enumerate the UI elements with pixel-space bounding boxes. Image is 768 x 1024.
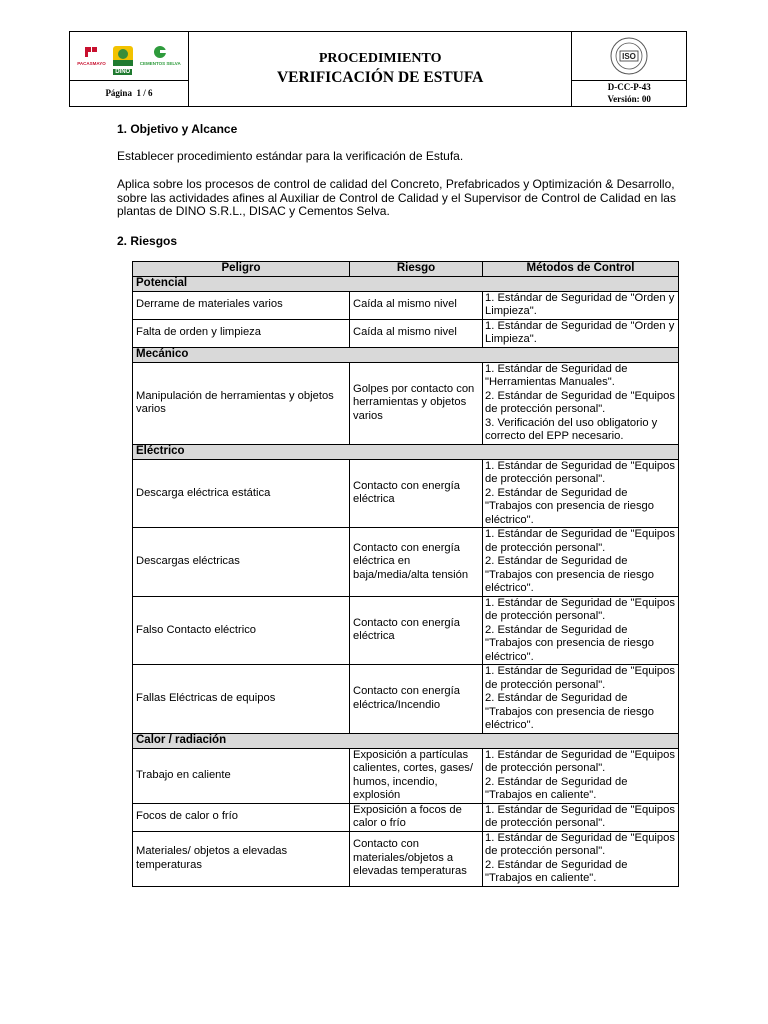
peligro-cell: Fallas Eléctricas de equipos — [133, 665, 350, 734]
peligro-cell: Descargas eléctricas — [133, 528, 350, 597]
control-cell — [483, 665, 679, 734]
logo-text: PACASMAYO — [77, 60, 106, 66]
table-row — [133, 291, 679, 319]
table-row — [133, 748, 679, 803]
table-row — [133, 528, 679, 597]
category-label: Potencial — [133, 276, 679, 291]
control-item: 1. Estándar de Seguridad de "Equipos de protección personal". — [485, 748, 675, 774]
control-item: 1. Estándar de Seguridad de "Orden y Limpieza". — [485, 291, 675, 317]
category-label: Eléctrico — [133, 444, 679, 459]
doc-code: D-CC-P-43 — [607, 82, 651, 93]
control-item: 2. Estándar de Seguridad de "Trabajos con presencia de riesgo eléctrico". — [485, 692, 654, 731]
riesgo-cell: Golpes por contacto con herramientas y objetos varios — [350, 362, 483, 444]
cementos-selva-logo — [140, 45, 181, 66]
category-label: Mecánico — [133, 347, 679, 362]
peligro-cell: Falta de orden y limpieza — [133, 319, 350, 347]
control-cell — [483, 291, 679, 319]
control-item: 1. Estándar de Seguridad de "Orden y Limpieza". — [485, 319, 675, 345]
riesgo-cell: Caída al mismo nivel — [350, 319, 483, 347]
risk-table-body — [133, 276, 679, 886]
control-item: 1. Estándar de Seguridad de "Herramientas Manuales". — [485, 362, 628, 388]
page-number — [70, 80, 189, 106]
col-header-riesgo: Riesgo — [350, 262, 483, 277]
control-cell — [483, 831, 679, 886]
category-row — [133, 444, 679, 459]
iso-text: ISO — [622, 51, 637, 61]
page-value: 1 / 6 — [136, 88, 153, 99]
control-item: 3. Verificación del uso obligatorio y correcto del EPP necesario. — [485, 416, 658, 442]
dino-logo — [112, 45, 134, 75]
control-cell — [483, 803, 679, 831]
riesgo-cell: Contacto con energía eléctrica en baja/media/alta tensión — [350, 528, 483, 597]
control-cell — [483, 596, 679, 665]
category-label: Calor / radiación — [133, 733, 679, 748]
riesgo-cell: Exposición a focos de calor o frío — [350, 803, 483, 831]
logo-text: DINO — [115, 68, 131, 75]
control-item: 1. Estándar de Seguridad de "Equipos de protección personal". — [485, 831, 675, 857]
doc-type: PROCEDIMIENTO — [318, 51, 442, 66]
document-header — [69, 31, 687, 107]
riesgo-cell: Contacto con energía eléctrica/Incendio — [350, 665, 483, 734]
category-row — [133, 733, 679, 748]
section-riesgos-title: 2. Riesgos — [117, 234, 178, 248]
control-item: 2. Estándar de Seguridad de "Equipos de protección personal". — [485, 389, 675, 415]
peligro-cell: Materiales/ objetos a elevadas temperaturas — [133, 831, 350, 886]
control-item: 1. Estándar de Seguridad de "Equipos de protección personal". — [485, 596, 675, 622]
section-objetivo-title: 1. Objetivo y Alcance — [117, 122, 238, 136]
peligro-cell: Focos de calor o frío — [133, 803, 350, 831]
riesgo-cell: Contacto con energía eléctrica — [350, 459, 483, 528]
peligro-cell: Falso Contacto eléctrico — [133, 596, 350, 665]
pacasmayo-logo — [77, 45, 106, 66]
table-row — [133, 596, 679, 665]
control-cell — [483, 528, 679, 597]
risk-table — [132, 261, 679, 887]
category-row — [133, 347, 679, 362]
peligro-cell: Trabajo en caliente — [133, 748, 350, 803]
control-item: 1. Estándar de Seguridad de "Equipos de protección personal". — [485, 528, 675, 554]
alcance-paragraph: Aplica sobre los procesos de control de calidad del Concreto, Prefabricados y Optimización & Desarrollo, sobre las actividades afines al Auxiliar de Control de Calidad y el Supervisor de Control de Calidad en las plantas de DINO S.R.L., DISAC y Cementos Selva. — [117, 177, 676, 218]
objetivo-paragraph: Establecer procedimiento estándar para la verificación de Estufa. — [117, 149, 464, 163]
doc-version: Versión: 00 — [607, 94, 651, 105]
table-row — [133, 665, 679, 734]
control-item: 2. Estándar de Seguridad de "Trabajos con presencia de riesgo eléctrico". — [485, 486, 654, 526]
peligro-cell: Manipulación de herramientas y objetos varios — [133, 362, 350, 444]
logo-text: CEMENTOS SELVA — [139, 60, 181, 66]
dino-icon — [112, 45, 134, 67]
selva-icon — [152, 45, 168, 59]
table-row — [133, 319, 679, 347]
col-header-control: Métodos de Control — [483, 262, 679, 277]
riesgo-cell: Exposición a partículas calientes, cortes, gases/ humos, incendio, explosión — [350, 748, 483, 803]
table-row — [133, 459, 679, 528]
control-cell — [483, 459, 679, 528]
control-item: 1. Estándar de Seguridad de "Equipos de protección personal". — [485, 459, 675, 485]
table-row — [133, 362, 679, 444]
control-item: 2. Estándar de Seguridad de "Trabajos con presencia de riesgo eléctrico". — [485, 555, 654, 594]
control-item: 2. Estándar de Seguridad de "Trabajos con presencia de riesgo eléctrico". — [485, 623, 654, 663]
title-cell — [188, 32, 572, 107]
control-item: 1. Estándar de Seguridad de "Equipos de protección personal". — [485, 803, 675, 829]
doc-title: VERIFICACIÓN DE ESTUFA — [276, 69, 484, 86]
control-item: 2. Estándar de Seguridad de "Trabajos en caliente". — [485, 775, 628, 801]
control-cell — [483, 362, 679, 444]
control-item: 1. Estándar de Seguridad de "Equipos de protección personal". — [485, 665, 675, 691]
table-row — [133, 831, 679, 886]
category-row — [133, 276, 679, 291]
peligro-cell: Descarga eléctrica estática — [133, 459, 350, 528]
logos-cell — [70, 32, 189, 81]
doc-code-cell — [572, 80, 687, 106]
riesgo-cell: Caída al mismo nivel — [350, 291, 483, 319]
iso-cell — [572, 32, 687, 81]
iso-seal-icon — [609, 36, 649, 76]
riesgo-cell: Contacto con energía eléctrica — [350, 596, 483, 665]
table-row — [133, 803, 679, 831]
page-label: Página — [105, 88, 132, 99]
col-header-peligro: Peligro — [133, 262, 350, 277]
pacasmayo-icon — [83, 45, 99, 59]
riesgo-cell: Contacto con materiales/objetos a elevadas temperaturas — [350, 831, 483, 886]
control-cell — [483, 748, 679, 803]
peligro-cell: Derrame de materiales varios — [133, 291, 350, 319]
control-cell — [483, 319, 679, 347]
control-item: 2. Estándar de Seguridad de "Trabajos en caliente". — [485, 858, 628, 884]
